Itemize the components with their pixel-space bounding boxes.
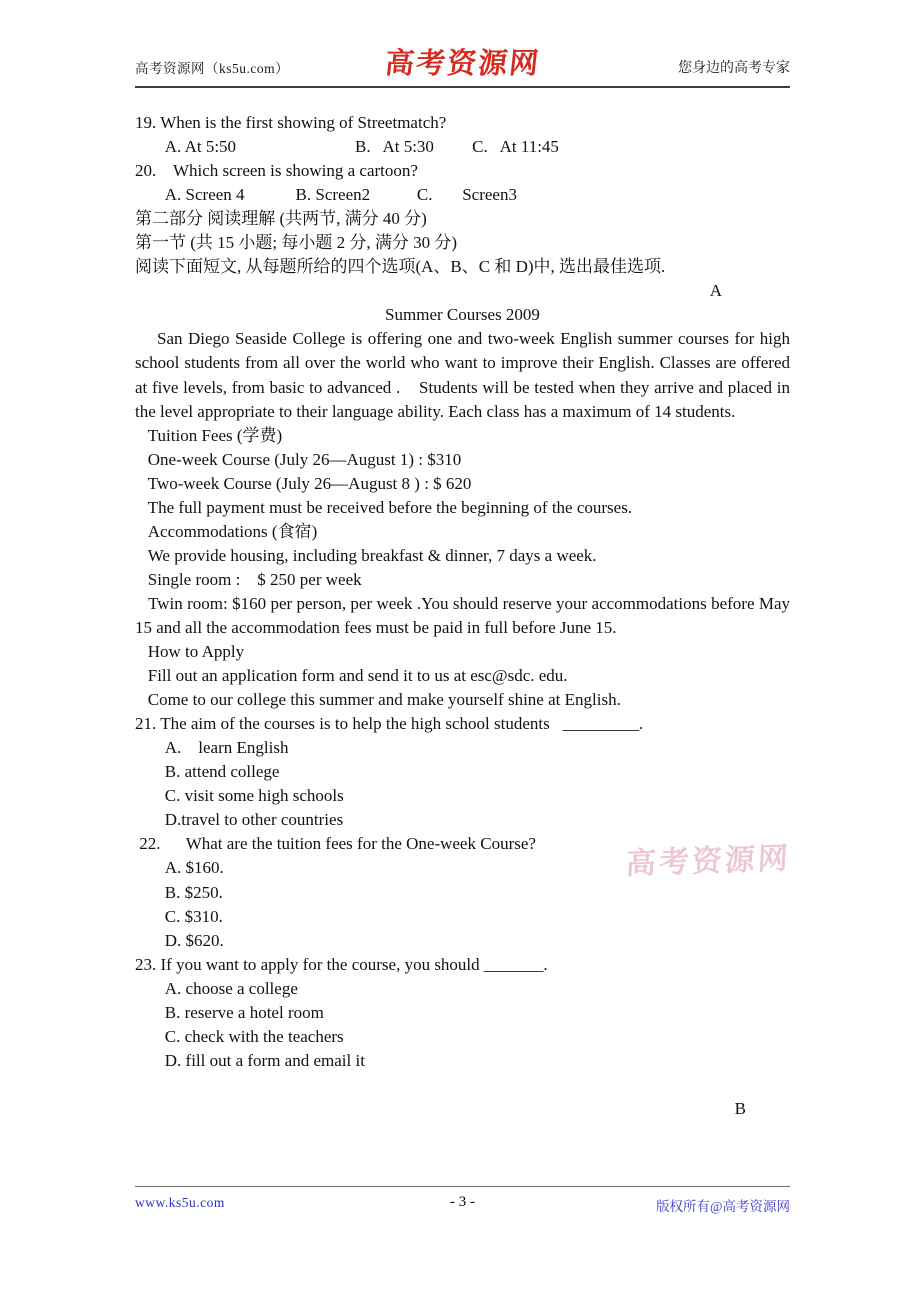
doc-line: C. visit some high schools — [135, 786, 344, 806]
doc-line: One-week Course (July 26—August 1) : $310 — [135, 449, 462, 469]
doc-line: A. choose a college — [135, 978, 298, 998]
doc-line: C. $310. — [135, 906, 223, 926]
header-tagline: 您身边的高考专家 — [678, 61, 790, 76]
doc-line: Single room : $ 250 per week — [135, 569, 362, 589]
doc-line: D.travel to other countries — [135, 810, 344, 830]
doc-line: Tuition Fees (学费) — [135, 425, 283, 445]
doc-line: A. $160. — [135, 858, 224, 878]
page-header — [135, 48, 790, 88]
doc-line: B. reserve a hotel room — [135, 1002, 324, 1022]
doc-line: D. fill out a form and email it — [135, 1050, 365, 1070]
doc-line: The full payment must be received before the beginning of the courses. — [135, 497, 633, 517]
doc-line: Come to our college this summer and make yourself shine at English. — [135, 690, 621, 710]
doc-line: A. Screen 4 B. Screen2 C. Screen3 — [135, 185, 517, 205]
page-footer — [135, 1193, 790, 1215]
doc-line: Two-week Course (July 26—August 8 ) : $ 620 — [135, 473, 472, 493]
doc-line: Fill out an application form and send it to us at esc@sdc. edu. — [135, 666, 568, 686]
doc-line: San Diego Seaside College is offering one and two-week English summer courses for high school students from all over the world who want to improve their English. Classes are offered at five levels, from basic to advanced . Students will be tested when they arrive and placed in the level appropriate to their language ability. Each class has a maximum of 14 students. — [135, 329, 795, 421]
doc-line: Accommodations (食宿) — [135, 521, 318, 541]
doc-line: 阅读下面短文, 从每题所给的四个选项(A、B、C 和 D)中, 选出最佳选项. — [135, 257, 666, 277]
document-body — [135, 111, 795, 1121]
doc-line: D. $620. — [135, 930, 224, 950]
doc-line: B — [734, 1098, 746, 1118]
doc-line: We provide housing, including breakfast & dinner, 7 days a week. — [135, 545, 597, 565]
footer-page-number: - 3 - — [450, 1194, 475, 1210]
doc-line — [135, 1073, 790, 1097]
doc-line: Twin room: $160 per person, per week .You should reserve your accommodations before May 15 and all the accommodation fees must be paid in full before June 15. — [135, 593, 795, 637]
doc-line: Summer Courses 2009 — [385, 305, 540, 325]
header-site-name: 高考资源网（ks5u.com） — [135, 61, 290, 76]
doc-line: B. attend college — [135, 762, 280, 782]
doc-line: 22. What are the tuition fees for the One-week Course? — [135, 834, 536, 854]
header-logo: 高考资源网 — [383, 48, 542, 80]
doc-line: A. At 5:50 B. At 5:30 C. At 11:45 — [135, 137, 559, 157]
doc-line: C. check with the teachers — [135, 1026, 344, 1046]
doc-line: B. $250. — [135, 882, 223, 902]
doc-line: 20. Which screen is showing a cartoon? — [135, 161, 418, 181]
doc-line: A — [709, 281, 722, 301]
watermark-text: 高考资源网 — [624, 842, 792, 881]
doc-line: 第一节 (共 15 小题; 每小题 2 分, 满分 30 分) — [135, 233, 458, 253]
doc-line: 19. When is the first showing of Streetmatch? — [135, 113, 447, 132]
footer-url-link[interactable]: www.ks5u.com — [135, 1195, 225, 1210]
footer-copyright-link[interactable]: 版权所有@高考资源网 — [656, 1199, 790, 1214]
footer-divider — [135, 1186, 790, 1187]
doc-line: 21. The aim of the courses is to help the high school students _________. — [135, 714, 644, 734]
doc-line: 23. If you want to apply for the course, you should _______. — [135, 954, 548, 974]
doc-line: A. learn English — [135, 738, 289, 758]
doc-line: 第二部分 阅读理解 (共两节, 满分 40 分) — [135, 209, 427, 229]
doc-line: How to Apply — [135, 642, 245, 662]
